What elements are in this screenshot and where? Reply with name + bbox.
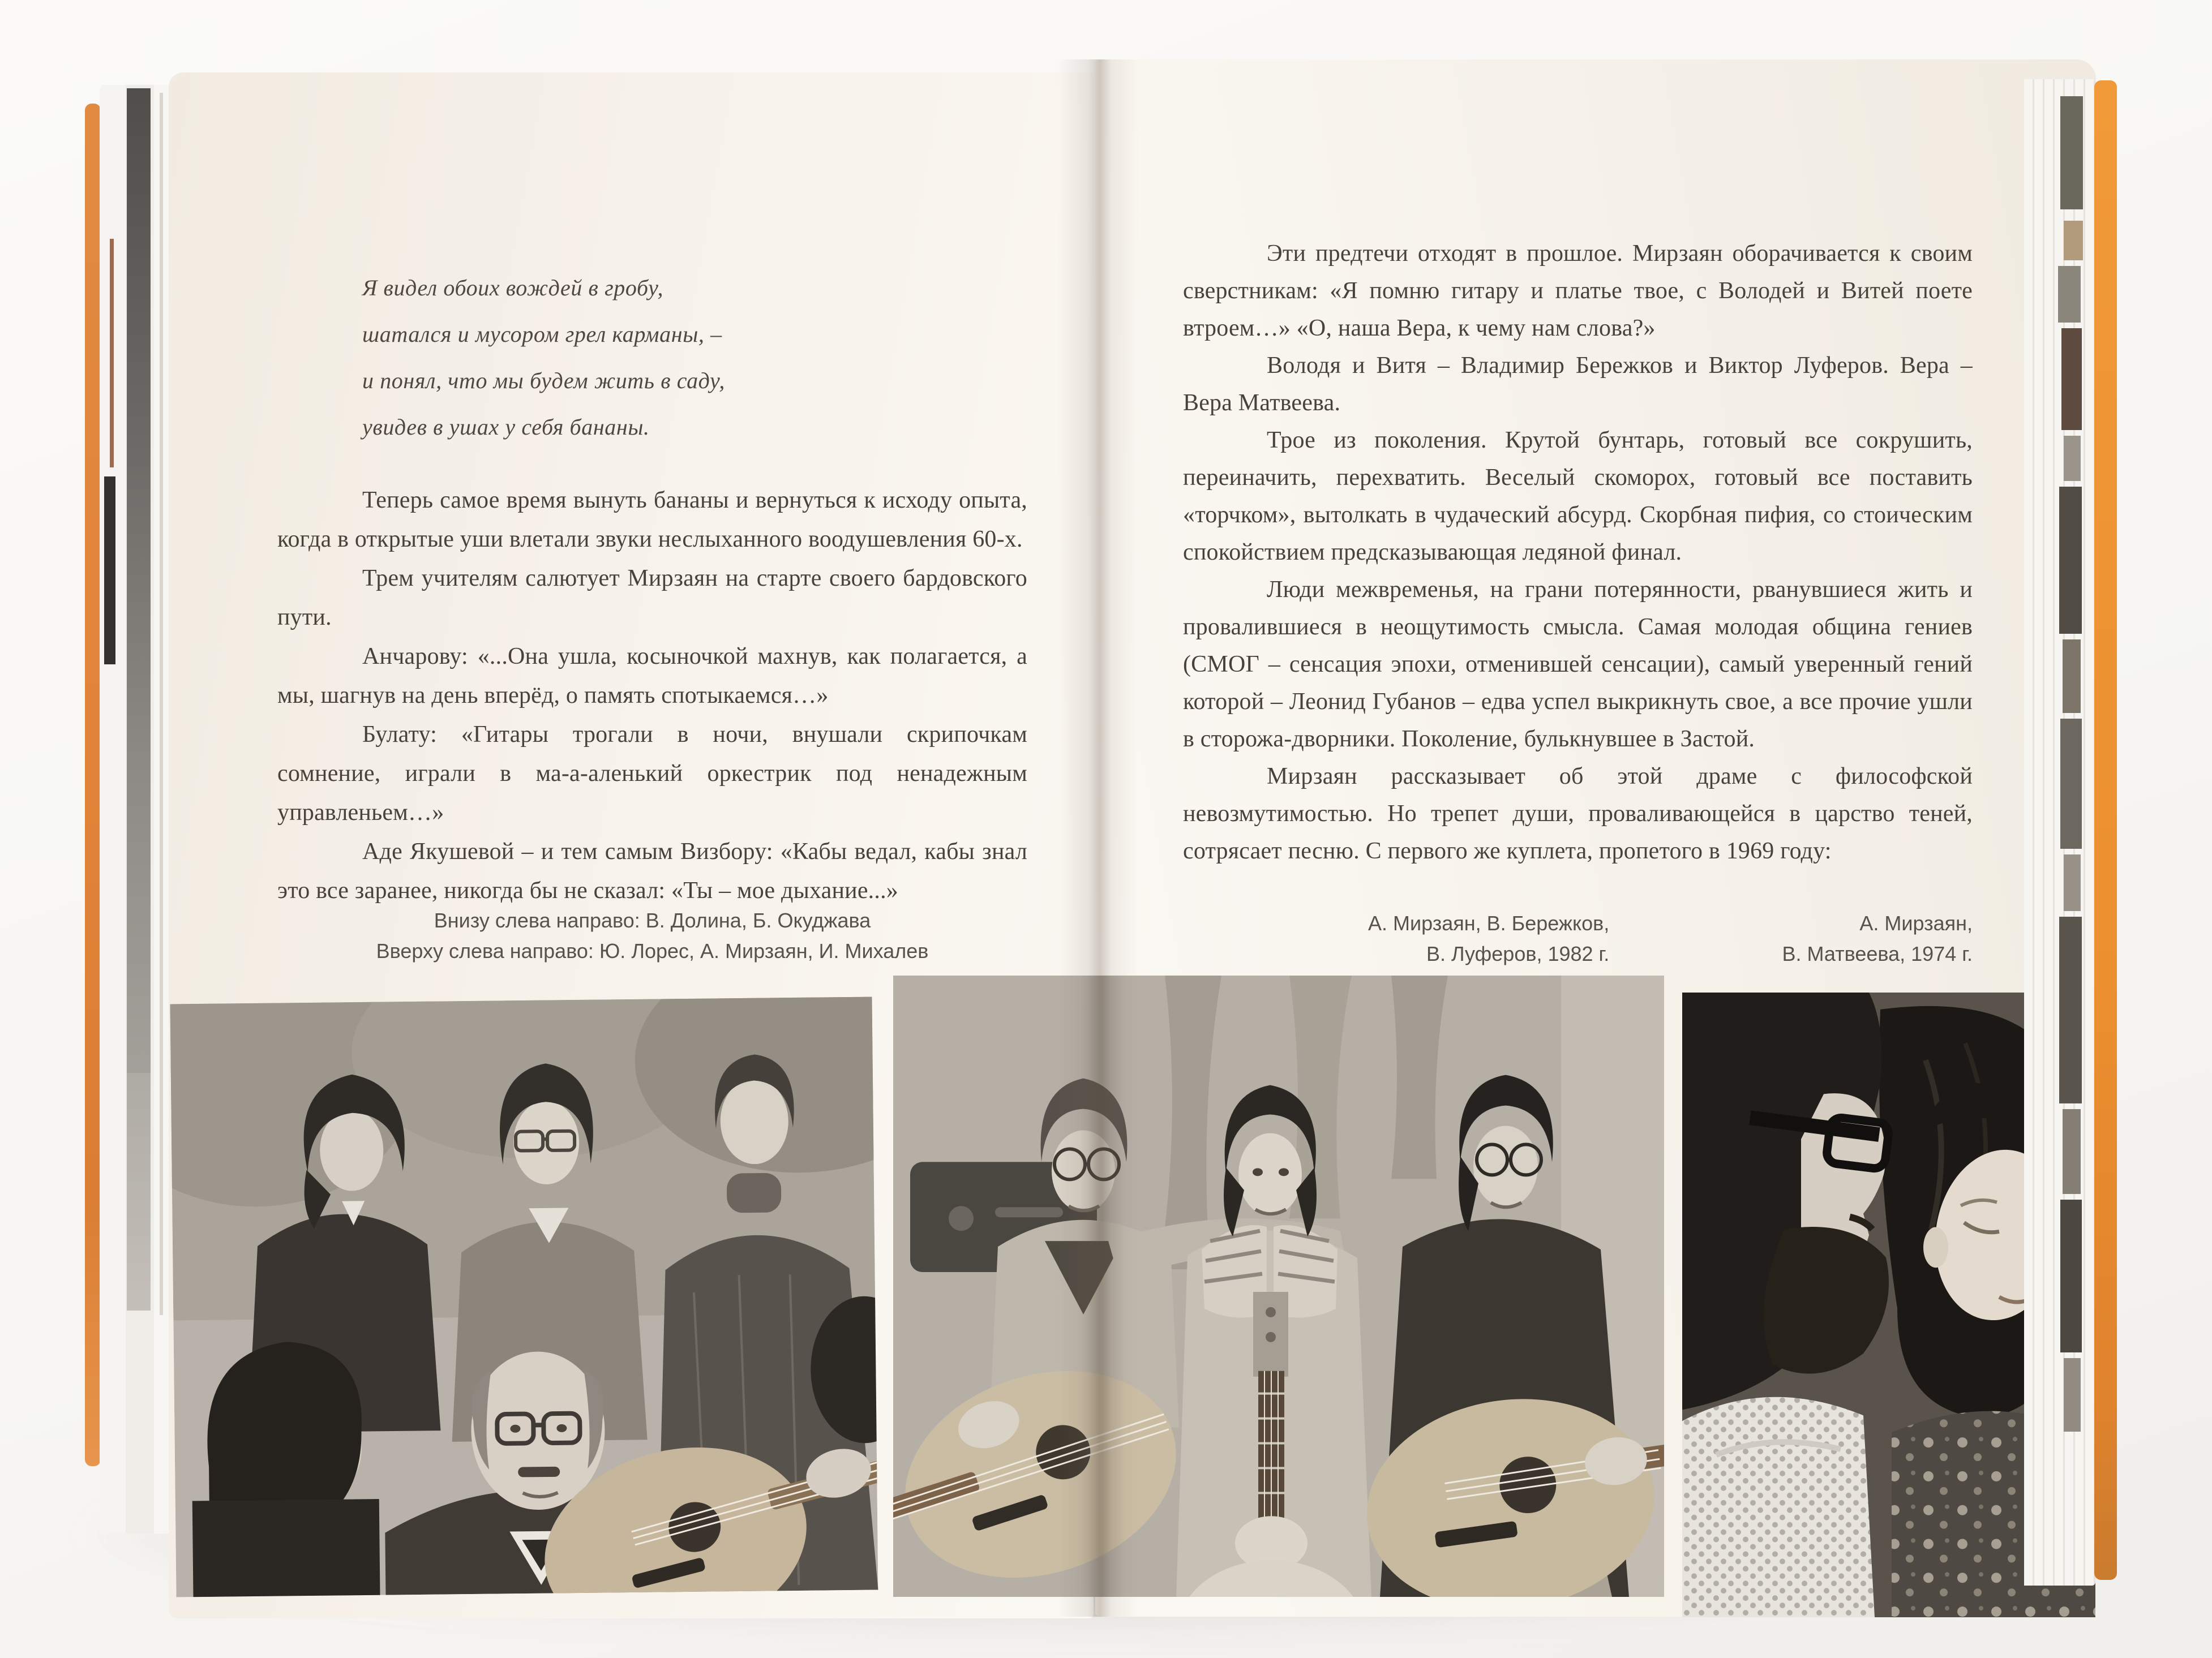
page-stack-right-edge (2024, 79, 2095, 1586)
caption-line: В. Матвеева, 1974 г. (1782, 942, 1973, 965)
paragraph: Люди межвременья, на грани потерянности, рванувшиеся жить и провалившиеся в неощутимость смысла. Самая молодая община гениев (СМОГ – сенсация эпохи, отменившей сенсации), самый уверенный гений которой – Леонид Губанов – едва успел выкрикнуть свое, а все прочие ушли в сторожа-дворники. Поколение, булькнувшее в Застой. (1183, 577, 1973, 752)
poem-line: увидев в ушах у себя бананы. (362, 414, 650, 440)
right-page-captions (1183, 908, 1973, 969)
page-edge-black-bar (104, 476, 115, 664)
photo-bards-group (170, 997, 878, 1597)
book-gutter-shadow (1057, 59, 1139, 1617)
paragraph: Трем учителям салютует Мирзаян на старте своего бардовского пути. (277, 565, 1027, 630)
caption-line: Вверху слева направо: Ю. Лорес, А. Мирзаян, И. Михалев (376, 939, 929, 963)
paragraph: Аде Якушевой – и тем самым Визбору: «Кабы ведал, кабы знал это все заранее, никогда бы не сказал: «Ты – мое дыхание...» (277, 839, 1027, 904)
left-photo-caption (277, 905, 1027, 967)
page-stack-left-edge (100, 85, 169, 1534)
paragraph: Анчарову: «...Она ушла, косыночкой махнув, как полагается, а мы, шагнув на день вперёд, о память спотыкаемся…» (277, 643, 1027, 708)
book-cover-edge-left (85, 104, 101, 1466)
poem-line: шатался и мусором грел карманы, – (362, 321, 722, 347)
book-cover-edge-right (2094, 80, 2117, 1580)
photo-pages-fore-edge-lower (127, 1073, 151, 1311)
poem-line: Я видел обоих вождей в гробу, (362, 275, 664, 300)
paragraph: Теперь самое время вынуть бананы и вернуться к исходу опыта, когда в открытые уши влетали звуки неслыханного воодушевления 60-х. (277, 487, 1027, 552)
poem-epigraph (362, 265, 1027, 450)
caption-line: В. Луферов, 1982 г. (1426, 942, 1610, 965)
page-edge-line (160, 93, 163, 1315)
paragraph: Эти предтечи отходят в прошлое. Мирзаян оборачивается к своим сверстникам: «Я помню гитару и платье твое, с Володей и Витей поете втроем…» «О, наша Вера, к чему нам слова?» (1183, 240, 1973, 341)
caption-line: А. Мирзаян, В. Бережков, (1368, 912, 1610, 935)
caption-line: Внизу слева направо: В. Долина, Б. Окуджава (434, 909, 871, 932)
middle-photo-caption (1183, 908, 1609, 969)
caption-line: А. Мирзаян, (1859, 912, 1973, 935)
page-edge-red-line (110, 239, 114, 467)
paragraph: Булату: «Гитары трогали в ночи, внушали скрипочкам сомнение, играли в ма-а-аленький оркестрик под ненадежным управленьем…» (277, 721, 1027, 826)
right-photo-caption (1609, 908, 1973, 969)
paragraph: Володя и Витя – Владимир Бережков и Виктор Луферов. Вера – Вера Матвеева. (1183, 353, 1973, 416)
photo-bards-group-image (170, 997, 878, 1597)
photo-trio-guitars-image (893, 976, 1664, 1597)
paragraph: Мирзаян рассказывает об этой драме с философской невозмутимостью. Но трепет души, проваливающейся в царство теней, сотрясает песню. С первого же куплета, пропетого в 1969 году: (1183, 763, 1973, 864)
poem-line: и понял, что мы будем жить в саду, (362, 368, 725, 393)
paragraph: Трое из поколения. Крутой бунтарь, готовый все сокрушить, переиначить, перехватить. Веселый скоморох, готовый все поставить «торчком», вытолкать в чудаческий абсурд. Скорбная пифия, со стоическим спокойствием предсказывающая ледяной финал. (1183, 427, 1973, 565)
photo-trio-guitars (893, 976, 1664, 1597)
photo-pages-fore-edge (127, 88, 151, 1073)
